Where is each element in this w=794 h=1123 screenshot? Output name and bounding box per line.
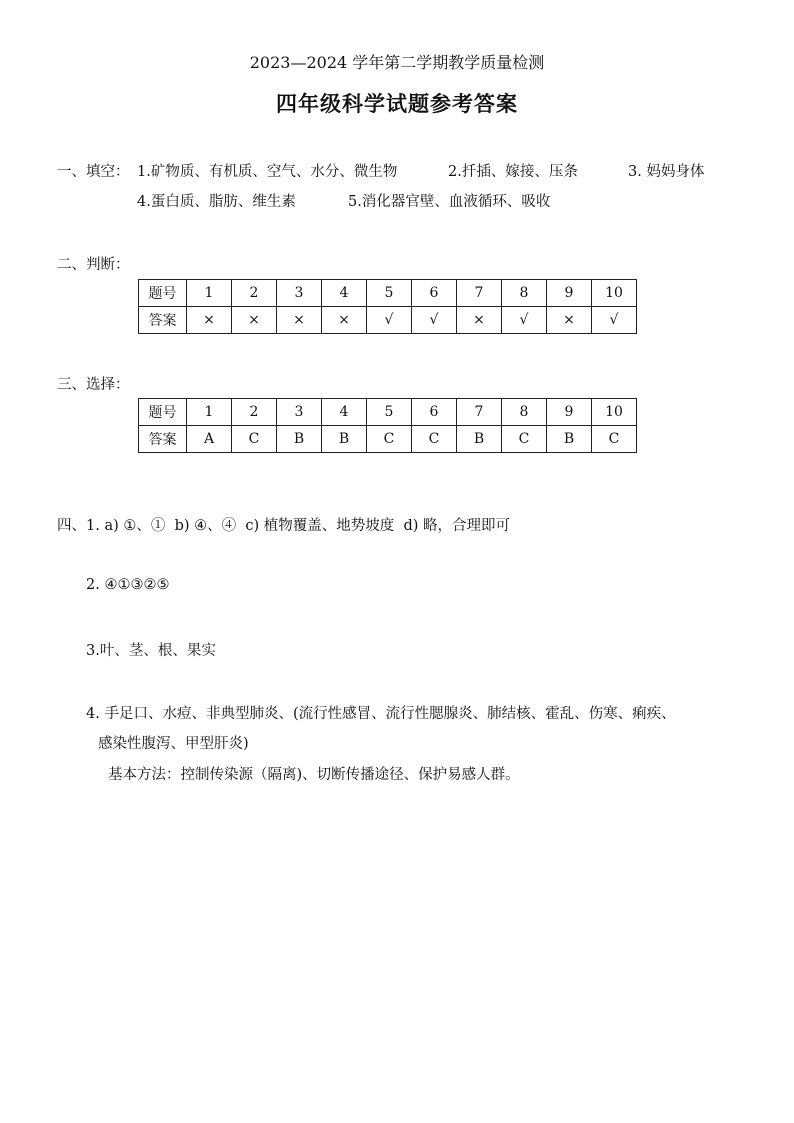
table-row	[139, 399, 637, 426]
answer-cell: C	[232, 426, 277, 453]
question-number: 7	[457, 280, 502, 307]
section4-question-4-line1: 4. 手足口、水痘、非典型肺炎、(流行性感冒、流行性腮腺炎、肺结核、霍乱、伤寒、痢疾、	[86, 706, 676, 722]
answer-cell: B	[277, 426, 322, 453]
question-number: 8	[502, 399, 547, 426]
table-row	[139, 426, 637, 453]
question-number: 5	[367, 280, 412, 307]
section1-label: 一、填空：	[57, 164, 130, 180]
section4-question-1: 四、1. a) ①、① b) ④、④ c) 植物覆盖、地势坡度 d) 略，合理即可	[57, 518, 510, 534]
fill-answer-2: 2.扦插、嫁接、压条	[448, 164, 578, 180]
row-header-number: 题号	[139, 399, 187, 426]
question-number: 9	[547, 399, 592, 426]
answer-cell: C	[592, 426, 637, 453]
answer-cell: ×	[322, 307, 367, 334]
question-number: 5	[367, 399, 412, 426]
question-number: 4	[322, 280, 367, 307]
answer-cell: B	[322, 426, 367, 453]
answer-cell: √	[412, 307, 457, 334]
table-row	[139, 280, 637, 307]
question-number: 4	[322, 399, 367, 426]
exam-subtitle: 2023—2024 学年第二学期教学质量检测	[249, 53, 545, 72]
answer-cell: ×	[547, 307, 592, 334]
fill-answer-3: 3. 妈妈身体	[628, 164, 705, 180]
judgement-table	[138, 279, 637, 334]
section2-label: 二、判断：	[57, 257, 130, 273]
question-number: 7	[457, 399, 502, 426]
section3-label: 三、选择：	[57, 377, 130, 393]
answer-cell: √	[502, 307, 547, 334]
fill-answer-1: 1.矿物质、有机质、空气、水分、微生物	[137, 164, 398, 180]
question-number: 10	[592, 280, 637, 307]
fill-answer-5: 5.消化器官壁、血液循环、吸收	[348, 194, 551, 210]
answer-cell: A	[187, 426, 232, 453]
row-header-number: 题号	[139, 280, 187, 307]
answer-cell: ×	[457, 307, 502, 334]
section4-question-2: 2. ④①③②⑤	[86, 577, 170, 593]
answer-cell: ×	[277, 307, 322, 334]
answer-cell: ×	[187, 307, 232, 334]
answer-cell: C	[412, 426, 457, 453]
fill-answer-4: 4.蛋白质、脂肪、维生素	[137, 194, 296, 210]
question-number: 10	[592, 399, 637, 426]
answer-cell: B	[457, 426, 502, 453]
question-number: 3	[277, 280, 322, 307]
question-number: 3	[277, 399, 322, 426]
question-number: 2	[232, 399, 277, 426]
question-number: 8	[502, 280, 547, 307]
question-number: 1	[187, 399, 232, 426]
answer-cell: ×	[232, 307, 277, 334]
table-row	[139, 307, 637, 334]
answer-cell: C	[502, 426, 547, 453]
section4-basic-methods: 基本方法：控制传染源（隔离)、切断传播途径、保护易感人群。	[108, 767, 520, 783]
question-number: 9	[547, 280, 592, 307]
question-number: 1	[187, 280, 232, 307]
choice-table	[138, 398, 637, 453]
answer-cell: C	[367, 426, 412, 453]
question-number: 2	[232, 280, 277, 307]
answer-cell: B	[547, 426, 592, 453]
section4-question-4-line2: 感染性腹泻、甲型肝炎)	[98, 736, 249, 752]
question-number: 6	[412, 280, 457, 307]
section4-question-3: 3.叶、茎、根、果实	[86, 643, 216, 659]
page-title: 四年级科学试题参考答案	[276, 92, 518, 116]
row-header-answer: 答案	[139, 307, 187, 334]
row-header-answer: 答案	[139, 426, 187, 453]
question-number: 6	[412, 399, 457, 426]
answer-cell: √	[592, 307, 637, 334]
answer-cell: √	[367, 307, 412, 334]
